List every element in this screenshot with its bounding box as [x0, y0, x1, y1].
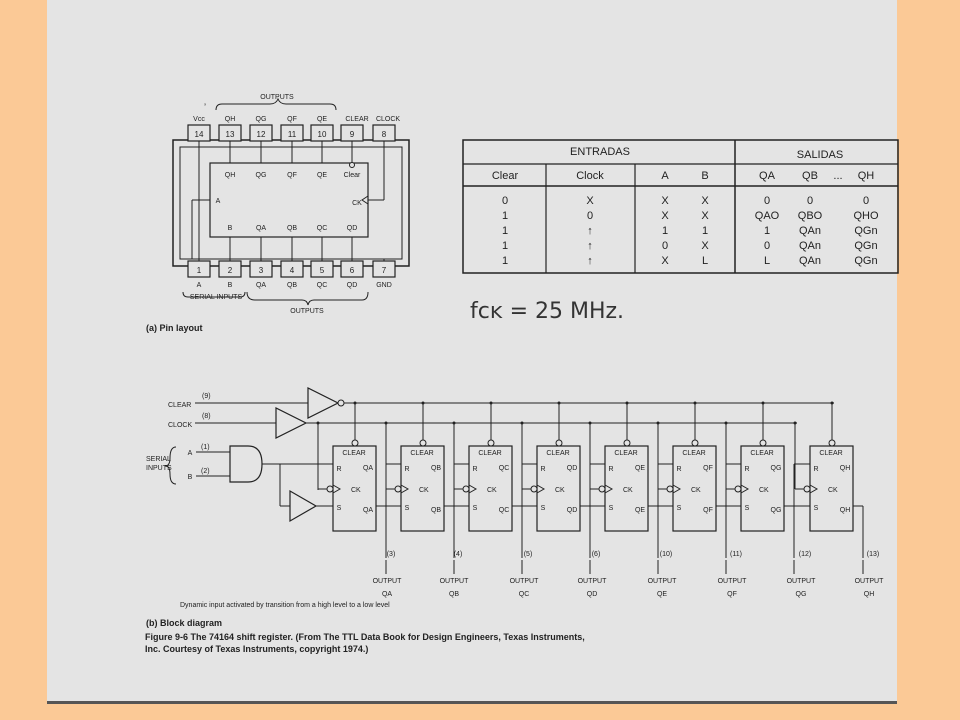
top-pin-number: 9 — [349, 130, 355, 139]
bottom-pin-label: QA — [255, 282, 267, 289]
top-pin-number: 8 — [381, 130, 387, 139]
output-q-label: QH — [863, 591, 875, 598]
table-cell: ↑ — [587, 225, 593, 237]
ff-qbar-label: QD — [566, 465, 578, 472]
table-column-header: Clear — [491, 170, 519, 182]
serial-inputs-label: SERIAL INPUTS — [189, 294, 243, 301]
table-cell: 1 — [763, 225, 771, 237]
clear-inverter-bubble — [338, 400, 344, 406]
junction-dot — [831, 402, 834, 405]
ic-inner-bottom-label: QA — [255, 225, 267, 232]
table-cell: 1 — [701, 225, 709, 237]
block-diagram-caption: (b) Block diagram — [146, 618, 223, 628]
table-cell: QGn — [854, 225, 878, 237]
ff-s-label: S — [676, 505, 682, 512]
table-cell: X — [701, 195, 709, 207]
junction-dot — [521, 422, 524, 425]
output-q-label: QC — [518, 591, 530, 598]
salidas-header: SALIDAS — [796, 149, 844, 161]
bottom-outputs-brace — [247, 292, 368, 305]
table-cell: 1 — [501, 255, 509, 267]
ff-clock-bubble — [463, 486, 469, 492]
bottom-pin-number: 6 — [349, 266, 355, 275]
output-pin-number: (3) — [386, 551, 396, 558]
bottom-pin-number: 7 — [381, 266, 387, 275]
bottom-pin-label: QD — [346, 282, 358, 289]
table-cell: 0 — [661, 240, 669, 252]
ic-inner-top-label: QE — [316, 172, 328, 179]
ff-ck-label: CK — [419, 487, 429, 494]
and-gate — [230, 446, 262, 482]
table-cell: QGn — [854, 255, 878, 267]
ff-clear-label: CLEAR — [478, 450, 502, 457]
table-cell: 1 — [501, 210, 509, 222]
output-q-label: QE — [656, 591, 668, 598]
ff-clear-label: CLEAR — [410, 450, 434, 457]
bottom-pin-number: 3 — [258, 266, 264, 275]
table-cell: X — [661, 210, 669, 222]
junction-dot — [794, 422, 797, 425]
top-pin-number: 13 — [225, 130, 235, 139]
data-inverter — [290, 491, 316, 521]
top-pin-number: 14 — [194, 130, 204, 139]
top-outputs-label: OUTPUTS — [260, 94, 294, 101]
table-cell: QAn — [798, 225, 822, 237]
table-column-header: B — [701, 170, 709, 182]
ic-inner-bottom-label: QB — [286, 225, 298, 232]
ff-clock-bubble — [667, 486, 673, 492]
output-q-label: QB — [448, 591, 460, 598]
top-output-label: QH — [224, 116, 236, 123]
ic-inner-bottom-label: B — [227, 225, 233, 232]
clear-bubble — [350, 163, 355, 168]
ff-clear-bubble — [488, 440, 494, 446]
output-pin-number: (11) — [730, 551, 742, 558]
ff-qbar-label: QG — [770, 465, 782, 472]
output-label: OUTPUT — [577, 578, 607, 585]
table-cell: X — [661, 255, 669, 267]
ff-q-label: QH — [839, 507, 851, 514]
table-cell: L — [763, 255, 771, 267]
output-pin-number: (12) — [798, 551, 812, 558]
table-column-header: QA — [759, 170, 775, 182]
table-cell: ↑ — [587, 255, 593, 267]
output-q-label: QA — [381, 591, 393, 598]
junction-dot — [490, 402, 493, 405]
ff-qbar-label: QC — [498, 465, 510, 472]
top-output-label: QG — [255, 116, 267, 123]
table-cell: X — [661, 195, 669, 207]
serial-input-b-label: B — [187, 474, 193, 481]
table-cell: 0 — [501, 195, 509, 207]
table-cell: X — [701, 240, 709, 252]
entradas-header: ENTRADAS — [570, 146, 630, 158]
ff-qbar-label: QA — [362, 465, 374, 472]
table-cell: 1 — [501, 240, 509, 252]
ff-clear-bubble — [556, 440, 562, 446]
ff-ck-label: CK — [351, 487, 361, 494]
ff-clear-bubble — [624, 440, 630, 446]
ff-clock-bubble — [804, 486, 810, 492]
ic-inner-top-label: QG — [255, 172, 267, 179]
junction-dot — [385, 422, 388, 425]
ff-r-label: R — [676, 466, 682, 473]
junction-dot — [626, 402, 629, 405]
junction-dot — [725, 422, 728, 425]
ff-s-label: S — [540, 505, 546, 512]
table-cell: QHO — [853, 210, 879, 222]
ff-clear-label: CLEAR — [342, 450, 366, 457]
junction-dot — [694, 402, 697, 405]
output-pin-number: (13) — [866, 551, 880, 558]
junction-dot — [762, 402, 765, 405]
ff-ck-label: CK — [623, 487, 633, 494]
top-output-label: QE — [316, 116, 328, 123]
ff-q-label: QD — [566, 507, 578, 514]
table-cell: 0 — [862, 195, 870, 207]
ff-clear-label: CLEAR — [682, 450, 706, 457]
ff-clear-bubble — [420, 440, 426, 446]
output-q-label: QG — [795, 591, 807, 598]
ff-q-label: QB — [430, 507, 442, 514]
bottom-pin-number: 2 — [227, 266, 233, 275]
ff-q-label: QC — [498, 507, 510, 514]
ff-clock-bubble — [599, 486, 605, 492]
table-cell: 1 — [501, 225, 509, 237]
table-cell: QAn — [798, 255, 822, 267]
ff-clear-label: CLEAR — [750, 450, 774, 457]
handwritten-fck-note: fᴄᴋ = 25 MHz. — [470, 299, 625, 324]
junction-dot — [354, 402, 357, 405]
table-cell: X — [586, 195, 594, 207]
ff-r-label: R — [608, 466, 614, 473]
bottom-pin-label: QC — [316, 282, 328, 289]
ff-s-label: S — [472, 505, 478, 512]
output-label: OUTPUT — [439, 578, 469, 585]
clear-pin-label: CLEAR — [345, 116, 369, 123]
ff-clear-bubble — [829, 440, 835, 446]
table-cell: 0 — [806, 195, 814, 207]
clear-pin-number: (9) — [202, 393, 211, 400]
ff-clear-label: CLEAR — [546, 450, 570, 457]
output-pin-number: (6) — [591, 551, 601, 558]
output-label: OUTPUT — [786, 578, 816, 585]
tick-mark: ’ — [204, 102, 206, 112]
clock-input-label: CLOCK — [168, 422, 193, 429]
pin-layout-caption: (a) Pin layout — [146, 323, 203, 333]
junction-dot — [453, 422, 456, 425]
ic-inner-top-label: QF — [287, 172, 297, 179]
ff-clock-bubble — [395, 486, 401, 492]
table-cell: 0 — [763, 240, 771, 252]
ff-qbar-label: QF — [703, 465, 713, 472]
output-pin-number: (5) — [523, 551, 533, 558]
ff-r-label: R — [404, 466, 410, 473]
table-cell: QGn — [854, 240, 878, 252]
figure-caption: Figure 9-6 The 74164 shift register. (From The TTL Data Book for Design Engineers, Texas Instruments, Inc. Courtesy of Texas Instruments, copyright 1974.) — [145, 632, 585, 654]
ff-ck-label: CK — [828, 487, 838, 494]
bottom-pin-number: 4 — [289, 266, 295, 275]
ic-ck-label: CK — [352, 200, 362, 207]
clear-input-label: CLEAR — [168, 402, 192, 409]
ff-clear-label: CLEAR — [614, 450, 638, 457]
ff-ck-label: CK — [555, 487, 565, 494]
table-cell: ↑ — [587, 240, 593, 252]
table-cell: 0 — [763, 195, 771, 207]
clear-inverter — [308, 388, 338, 418]
output-label: OUTPUT — [372, 578, 402, 585]
ff-ck-label: CK — [759, 487, 769, 494]
table-cell: 0 — [586, 210, 594, 222]
ff-q-label: QA — [362, 507, 374, 514]
ff-r-label: R — [744, 466, 750, 473]
clock-pin-label: CLOCK — [375, 116, 401, 123]
ff-clear-bubble — [352, 440, 358, 446]
ff-s-label: S — [336, 505, 342, 512]
ff-r-label: R — [336, 466, 342, 473]
bottom-pin-label: A — [196, 282, 202, 289]
ff-s-label: S — [404, 505, 410, 512]
bottom-pin-label: QB — [286, 282, 298, 289]
ff-s-label: S — [608, 505, 614, 512]
output-q-label: QD — [586, 591, 598, 598]
ic-input-a-label: A — [215, 198, 221, 205]
dynamic-input-note: Dynamic input activated by transition from a high level to a low level — [180, 602, 390, 609]
output-label: OUTPUT — [717, 578, 747, 585]
ff-s-label: S — [744, 505, 750, 512]
ff-clock-bubble — [327, 486, 333, 492]
top-output-label: QF — [287, 116, 297, 123]
top-pin-number: 10 — [317, 130, 327, 139]
table-cell: QAO — [754, 210, 780, 222]
vcc-label: Vcc — [193, 116, 205, 123]
ff-s-label: S — [813, 505, 819, 512]
table-cell: 1 — [661, 225, 669, 237]
serial-label: SERIAL — [146, 456, 171, 463]
ff-ck-label: CK — [487, 487, 497, 494]
output-label: OUTPUT — [854, 578, 884, 585]
ff-qbar-label: QB — [430, 465, 442, 472]
ic-inner-top-label: QH — [224, 172, 236, 179]
ff-q-label: QE — [634, 507, 646, 514]
ic-inner-bottom-label: QC — [316, 225, 328, 232]
ic-inner-bottom-label: QD — [346, 225, 358, 232]
junction-dot — [657, 422, 660, 425]
output-label: OUTPUT — [647, 578, 677, 585]
output-label: OUTPUT — [509, 578, 539, 585]
ff-r-label: R — [472, 466, 478, 473]
table-cell: QAn — [798, 240, 822, 252]
ff-r-label: R — [540, 466, 546, 473]
ff-ck-label: CK — [691, 487, 701, 494]
bottom-pin-number: 1 — [196, 266, 202, 275]
bottom-pin-number: 5 — [319, 266, 325, 275]
table-column-header: QH — [857, 170, 875, 182]
ff-qbar-label: QE — [634, 465, 646, 472]
junction-dot — [422, 402, 425, 405]
ff-clear-bubble — [692, 440, 698, 446]
serial-label: INPUTS — [146, 465, 172, 472]
table-column-header: QB — [802, 170, 818, 182]
junction-dot — [558, 402, 561, 405]
pin-b-number: (2) — [201, 468, 210, 475]
ff-clock-bubble — [531, 486, 537, 492]
ic-inner-top-label: Clear — [343, 172, 361, 179]
ff-qbar-label: QH — [839, 465, 851, 472]
clock-buffer — [276, 408, 306, 438]
ff-r-label: R — [813, 466, 819, 473]
ff-q-label: QF — [703, 507, 713, 514]
table-cell: QBO — [797, 210, 823, 222]
table-cell: X — [701, 210, 709, 222]
bottom-pin-label: B — [227, 282, 233, 289]
table-column-header: A — [661, 170, 669, 182]
ff-clock-bubble — [735, 486, 741, 492]
pin-a-number: (1) — [201, 444, 210, 451]
table-column-header: ... — [833, 170, 843, 182]
ff-clear-label: CLEAR — [819, 450, 843, 457]
bottom-outputs-label: OUTPUTS — [290, 308, 324, 315]
junction-dot — [589, 422, 592, 425]
ff-clear-bubble — [760, 440, 766, 446]
output-pin-number: (4) — [453, 551, 463, 558]
top-pin-number: 12 — [256, 130, 266, 139]
table-column-header: Clock — [576, 170, 604, 182]
junction-dot — [317, 422, 320, 425]
clock-pin-number: (8) — [202, 413, 211, 420]
output-q-label: QF — [727, 591, 737, 598]
ff-q-label: QG — [770, 507, 782, 514]
serial-input-a-label: A — [187, 450, 193, 457]
output-pin-number: (10) — [659, 551, 673, 558]
table-cell: L — [701, 255, 709, 267]
top-pin-number: 11 — [287, 130, 297, 139]
bottom-pin-label: GND — [376, 282, 392, 289]
